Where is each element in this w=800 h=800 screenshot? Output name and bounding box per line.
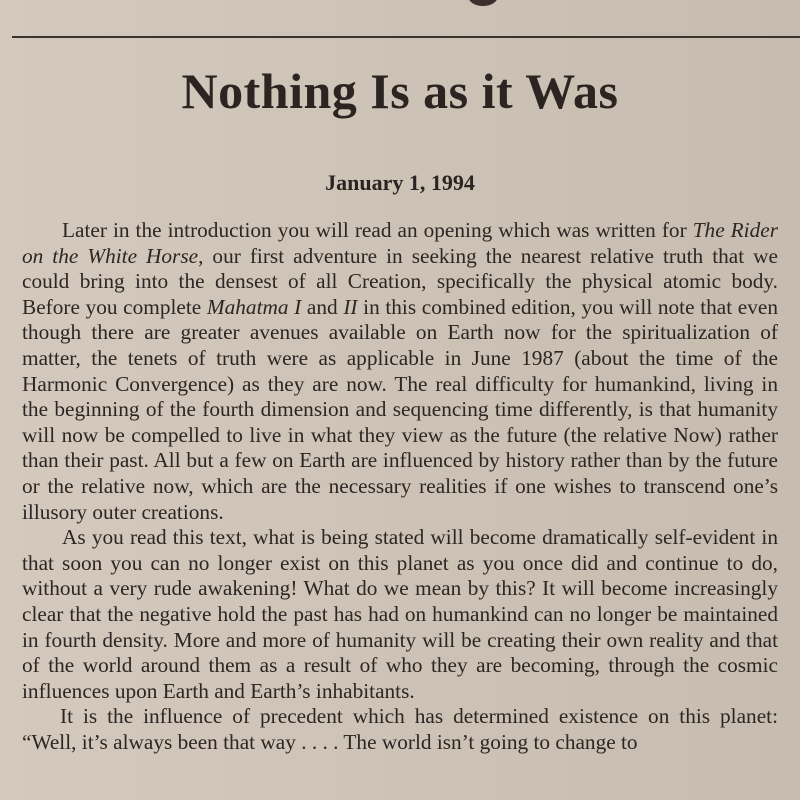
paragraph-1-text-g: in this combined edition, you will note that even though there are greater avenues available on Earth now for the spiritualization of matter, the tenets of truth were as applicable in June 1987 (about the time of the Harmonic Convergence) as they are now. The real difficulty for humankind, living in the beginning of the fourth dimension and sequencing time differently, is that humanity will now be compelled to live in what they view as the future (the relative Now) rather than their past. All but a few on Earth are influenced by history rather than by the future or the relative now, which are the necessary realities if one wishes to transcend one’s illusory outer creations. xyxy=(22,294,778,524)
paragraph-1-text-c: , our first adventure in seeking the nearest relative truth that we could bring into the densest of all Creation, specifically the physical atomic body. Before you complete xyxy=(22,243,778,319)
body-text xyxy=(22,218,778,755)
chapter-title: Nothing Is as it Was xyxy=(181,63,619,119)
paragraph-2: As you read this text, what is being stated will become dramatically self-evident in that soon you can no longer exist on this planet as you once did and continue to do, without a very rude awakening! What do we mean by this? It will become increasingly clear that the negative hold the past has had on humankind can no longer be maintained in fourth density. More and more of humanity will be creating their own reality and that of the world around them as a result of who they are becoming, through the cosmic influences upon Earth and Earth’s inhabitants. xyxy=(22,525,778,703)
header-rule xyxy=(12,36,800,38)
paragraph-1-text-e: and xyxy=(301,294,344,319)
paragraph-3: It is the influence of precedent which has determined existence on this planet: “Well, it’s always been that way . . . . The world isn’t going to change to xyxy=(22,704,778,754)
book-title-mahatma-1: Mahatma I xyxy=(206,294,302,319)
page-top-ornament xyxy=(468,0,498,6)
book-title-rider: The Rider on the White Horse xyxy=(22,218,778,268)
paragraph-1 xyxy=(22,218,778,525)
paragraph-1-text-a: Later in the introduction you will read an opening which was written for xyxy=(62,218,693,242)
book-title-mahatma-2: II xyxy=(343,294,358,319)
chapter-date: January 1, 1994 xyxy=(325,170,475,195)
